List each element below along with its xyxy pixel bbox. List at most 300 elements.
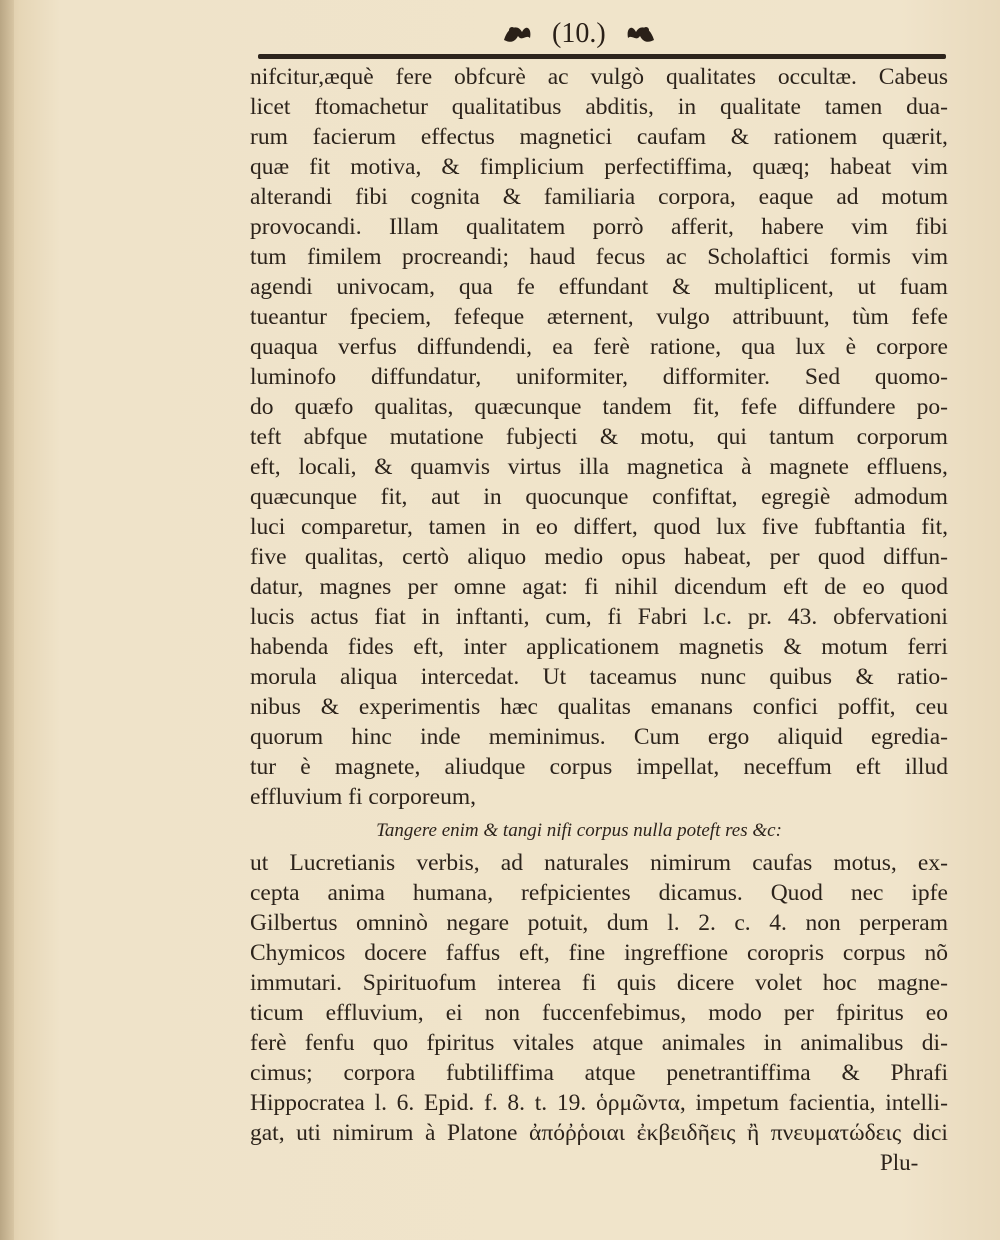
text-line [250, 908, 948, 938]
word: nec [850, 880, 884, 906]
word: vitales [512, 1030, 575, 1056]
text-line [250, 152, 948, 182]
word: qua [458, 274, 493, 300]
word: quæq; [752, 154, 810, 180]
text-line [250, 998, 948, 1028]
word: habere [761, 214, 824, 240]
word: ea [552, 334, 574, 360]
word: 2. [698, 910, 716, 936]
word: dicamus. [658, 880, 743, 906]
word: formis [829, 244, 891, 270]
word: tandem [602, 394, 672, 420]
word: & [599, 424, 619, 450]
word: verfus [338, 334, 397, 360]
word: locali, [298, 454, 357, 480]
word: fere [395, 64, 433, 90]
catchword: Plu- [880, 1150, 919, 1175]
word: emanans [650, 694, 733, 720]
word: fine [568, 940, 606, 966]
word: fit [309, 154, 331, 180]
word: 43. [787, 604, 818, 630]
word: fenfu [304, 1030, 355, 1056]
word: uniformiter, [516, 364, 628, 390]
word: cum, [545, 604, 592, 630]
text-line [250, 452, 948, 482]
word: fimplicium [479, 154, 585, 180]
word: in [677, 94, 697, 120]
word: eo [925, 1000, 948, 1026]
text-line [250, 362, 948, 392]
text-line [250, 422, 948, 452]
word: Ut [542, 664, 567, 690]
word: eo [535, 514, 558, 540]
word: Illam [389, 214, 439, 240]
word: 6. [396, 1090, 415, 1116]
word: familiaria [543, 184, 636, 210]
word: nimirum [332, 1120, 414, 1146]
word: magnetica [626, 454, 724, 480]
word: hinc [351, 724, 392, 750]
word: motum [821, 634, 888, 660]
word: ut [250, 850, 269, 876]
word: fibi [355, 184, 388, 210]
text-line [250, 1028, 948, 1058]
word: cepta [250, 880, 300, 906]
word: & [502, 184, 521, 210]
text-line [250, 602, 948, 632]
word: illa [579, 454, 610, 480]
word: comparetur, [300, 514, 413, 540]
word: motus, [833, 850, 897, 876]
word: ergo [707, 724, 750, 750]
word: tur [250, 754, 277, 780]
word: c. [734, 910, 751, 936]
word: naturales [544, 850, 629, 876]
word: fibi [915, 214, 948, 240]
word: aliquid [777, 724, 843, 750]
word: tueantur [250, 304, 327, 330]
text-line: effluvium fi corporeum, [250, 784, 477, 810]
word: medio [544, 544, 604, 570]
text-line [250, 848, 948, 878]
word: quæcunque [474, 394, 582, 420]
word: pr. [747, 604, 772, 630]
word: ratio- [897, 664, 948, 690]
text-line [250, 332, 948, 362]
text-line [250, 692, 948, 722]
word: & [730, 124, 750, 150]
word: magnes [319, 574, 392, 600]
word: à [425, 1120, 436, 1146]
word: impellat, [636, 754, 720, 780]
word: egregiè [761, 484, 831, 510]
word: Hippocratea [250, 1090, 365, 1116]
word: ἢ [746, 1120, 760, 1146]
word: fi [584, 574, 599, 600]
word: effundant [558, 274, 649, 300]
word: & [672, 274, 691, 300]
word: Platone [446, 1120, 518, 1146]
word: eaque [758, 184, 814, 210]
word: penetrantiffima [666, 1060, 811, 1086]
word: immutari. [250, 970, 343, 996]
word: animalibus [800, 1030, 904, 1056]
word: fubjecti [505, 424, 578, 450]
word: quod [653, 514, 701, 540]
word: potuit, [527, 910, 589, 936]
word: vim [911, 154, 948, 180]
word: tantum [769, 424, 835, 450]
word: qualitas, [374, 394, 454, 420]
word: ei [445, 1000, 463, 1026]
word: corpus [549, 754, 613, 780]
word: licet [250, 94, 291, 120]
text-line [250, 752, 948, 782]
word: ac [547, 64, 569, 90]
word: magne- [877, 970, 948, 996]
word: virtus [507, 454, 562, 480]
word: in [763, 1030, 782, 1056]
text-line [250, 968, 948, 998]
word: luminofo [250, 364, 337, 390]
word: fefe [740, 394, 778, 420]
word: inde [420, 724, 461, 750]
word: atque [584, 1060, 636, 1086]
word: diffundendi, [416, 334, 533, 360]
word: qua [741, 334, 776, 360]
word: fimilem [307, 244, 382, 270]
word: è [300, 754, 311, 780]
text-line [250, 662, 948, 692]
word: eo [862, 574, 885, 600]
word: verbis, [416, 850, 480, 876]
word: tamen [824, 94, 883, 120]
word: abditis, [585, 94, 654, 120]
word: caufas [752, 850, 813, 876]
word: 8. [507, 1090, 526, 1116]
word: fubftantia [814, 514, 906, 540]
word: fit, [692, 394, 720, 420]
word: abfque [303, 424, 368, 450]
word: qualitas [557, 694, 631, 720]
word: attribuunt, [732, 304, 830, 330]
word: rum [250, 124, 288, 150]
word: ftomachetur [314, 94, 428, 120]
word: hoc [822, 970, 857, 996]
running-header [500, 14, 658, 54]
word: rationem [773, 124, 858, 150]
word: ad [500, 850, 523, 876]
text-line [250, 878, 948, 908]
word: illud [904, 754, 948, 780]
word: corpore [876, 334, 948, 360]
word: Cum [633, 724, 680, 750]
word: fecus [595, 244, 646, 270]
word: quaqua [250, 334, 318, 360]
word: ἀπόῤῥοιαι [529, 1120, 626, 1146]
word: effluvium, [325, 1000, 424, 1026]
word: habenda [250, 634, 329, 660]
word: Quod [770, 880, 823, 906]
word: dici [912, 1120, 948, 1146]
word: ratione, [649, 334, 722, 360]
word: & [783, 634, 802, 660]
word: five [250, 544, 287, 570]
word: do [250, 394, 274, 420]
text-line [250, 722, 948, 752]
word: taceamus [589, 664, 677, 690]
word: Gilbertus [250, 910, 338, 936]
word: in [421, 604, 440, 630]
page-number: (10.) [552, 18, 606, 49]
word: & [374, 454, 393, 480]
word: coropris [746, 940, 824, 966]
word: actus [310, 604, 359, 630]
text-line [250, 542, 948, 572]
word: lux [716, 514, 747, 540]
text-line [250, 392, 948, 422]
text-line [250, 482, 948, 512]
word: five [761, 514, 799, 540]
word: nunc [700, 664, 747, 690]
word: porrò [592, 214, 644, 240]
word: negare [446, 910, 510, 936]
text-line [250, 632, 948, 662]
word: morula [250, 664, 317, 690]
word: inter [463, 634, 507, 660]
text-line [250, 572, 948, 602]
word: fe [516, 274, 535, 300]
word: qualitate [720, 94, 801, 120]
word: fpiritus [835, 1000, 904, 1026]
word: eft [783, 574, 808, 600]
word: magnete [769, 454, 849, 480]
word: tùm [852, 304, 889, 330]
word: teft [250, 424, 282, 450]
word: caufam [636, 124, 707, 150]
word: t. [534, 1090, 548, 1116]
word: lux [795, 334, 826, 360]
word: refpicientes [521, 880, 631, 906]
text-line [250, 1118, 948, 1148]
word: faffus [445, 940, 501, 966]
word: obfcurè [454, 64, 526, 90]
word: afferit, [670, 214, 734, 240]
text-line [250, 512, 948, 542]
word: ferè [250, 1030, 287, 1056]
text-line [250, 302, 948, 332]
word: dum [606, 910, 649, 936]
text-line [250, 212, 948, 242]
word: ingreffione [624, 940, 729, 966]
text-line [250, 242, 948, 272]
word: & [441, 154, 460, 180]
word: effluens, [866, 454, 948, 480]
word: admodum [853, 484, 948, 510]
word: quocunque [525, 484, 629, 510]
word: l. [667, 910, 680, 936]
word: corporum [856, 424, 948, 450]
leaf-ornament-icon [622, 20, 658, 48]
word: confiftat, [652, 484, 738, 510]
word: æternent, [546, 304, 634, 330]
word: effectus [420, 124, 495, 150]
word: diffundatur, [370, 364, 482, 390]
word: tamen [428, 514, 487, 540]
word: fiat [374, 604, 406, 630]
word: nimirum [650, 850, 732, 876]
word: dicendum [674, 574, 767, 600]
word: quamvis [410, 454, 490, 480]
word: haud [529, 244, 576, 270]
word: anima [327, 880, 385, 906]
word: 19. [556, 1090, 587, 1116]
word: volet [755, 970, 803, 996]
word: fefe [911, 304, 948, 330]
word: dicere [676, 970, 735, 996]
word: hæc [500, 694, 538, 720]
word: motu, [640, 424, 695, 450]
word: eft [855, 754, 881, 780]
word: l. [374, 1090, 387, 1116]
word: agat: [522, 574, 568, 600]
word: fpiritus [426, 1030, 495, 1056]
word: univocam, [336, 274, 436, 300]
word: in [483, 484, 502, 510]
word: eft, [519, 940, 550, 966]
word: docere [364, 940, 427, 966]
word: de [824, 574, 847, 600]
word: quæ [250, 154, 290, 180]
word: datur, [250, 574, 304, 600]
word: habeat, [684, 544, 752, 570]
word: per [769, 544, 800, 570]
word: quærit, [882, 124, 948, 150]
word: Chymicos [250, 940, 346, 966]
word: animales [661, 1030, 746, 1056]
word: egredia- [871, 724, 948, 750]
word: uti [296, 1120, 321, 1146]
word: & [841, 1060, 860, 1086]
word: luci [250, 514, 286, 540]
header-rule [258, 54, 946, 59]
word: di- [921, 1030, 948, 1056]
word: fit, [380, 484, 408, 510]
word: fefeque [453, 304, 525, 330]
word: qualitatibus [451, 94, 562, 120]
word: ὁρμῶντα, [595, 1090, 686, 1116]
word: qualitas, [304, 544, 384, 570]
word: poffit, [837, 694, 896, 720]
leaf-ornament-icon [500, 20, 536, 48]
word: fi [607, 604, 622, 630]
word: è [845, 334, 856, 360]
word: omne [453, 574, 507, 600]
word: difformiter. [662, 364, 771, 390]
text-line [250, 62, 948, 92]
word: 4. [769, 910, 787, 936]
word: aliquo [467, 544, 527, 570]
word: differt, [573, 514, 638, 540]
word: Lucretianis [289, 850, 396, 876]
word: nifcitur,æquè [250, 64, 374, 90]
word: & [855, 664, 874, 690]
word: obfervationi [833, 604, 948, 630]
word: interea [497, 970, 562, 996]
word: aliudque [444, 754, 526, 780]
word: diffun- [883, 544, 948, 570]
word: fpeciem, [349, 304, 432, 330]
word: mutatione [389, 424, 484, 450]
word: Cabeus [878, 64, 948, 90]
word: meminimus. [488, 724, 606, 750]
body-text [250, 62, 948, 1148]
verse-quotation: Tangere enim & tangi nifi corpus nulla poteft res &c: [376, 820, 782, 841]
word: qualitates [665, 64, 756, 90]
word: magnetis [678, 634, 764, 660]
word: fubtiliffima [445, 1060, 554, 1086]
word: ticum [250, 1000, 304, 1026]
word: applicationem [526, 634, 660, 660]
word: nibus [250, 694, 301, 720]
word: facierum [312, 124, 397, 150]
word: provocandi. [250, 214, 362, 240]
word: modo [708, 1000, 762, 1026]
word: non [805, 910, 841, 936]
word: l.c. [703, 604, 732, 630]
word: corpora, [658, 184, 736, 210]
word: diffundere [798, 394, 896, 420]
word: ferri [907, 634, 948, 660]
word: Sed [804, 364, 841, 390]
text-line [250, 122, 948, 152]
word: aliqua [339, 664, 398, 690]
word: ἐκβειδῆεις [636, 1120, 736, 1146]
word: facientia, [788, 1090, 876, 1116]
word: qui [716, 424, 747, 450]
word: gat, [250, 1120, 285, 1146]
word: vim [851, 214, 888, 240]
word: nõ [924, 940, 948, 966]
word: ceu [915, 694, 948, 720]
word: quibus [769, 664, 833, 690]
word: confici [752, 694, 818, 720]
word: πνευματώδεις [770, 1120, 902, 1146]
word: aut [431, 484, 460, 510]
word: fuccenfebimus, [542, 1000, 687, 1026]
word: atque [592, 1030, 644, 1056]
word: quæcunque [250, 484, 358, 510]
word: intercedat. [420, 664, 520, 690]
word: omninò [356, 910, 428, 936]
word: ac [665, 244, 687, 270]
word: eft, [250, 454, 281, 480]
word: vim [911, 244, 948, 270]
word: cognita [410, 184, 480, 210]
word: impetum [695, 1090, 780, 1116]
word: perfectiffima, [604, 154, 733, 180]
word: qualitatem [466, 214, 566, 240]
word: à [741, 454, 752, 480]
word: motum [881, 184, 948, 210]
word: agendi [250, 274, 313, 300]
text-line [250, 938, 948, 968]
word: cimus; [250, 1060, 313, 1086]
word: per [783, 1000, 814, 1026]
word: ferè [593, 334, 630, 360]
word: magnetici [519, 124, 613, 150]
word: habeat [829, 154, 892, 180]
